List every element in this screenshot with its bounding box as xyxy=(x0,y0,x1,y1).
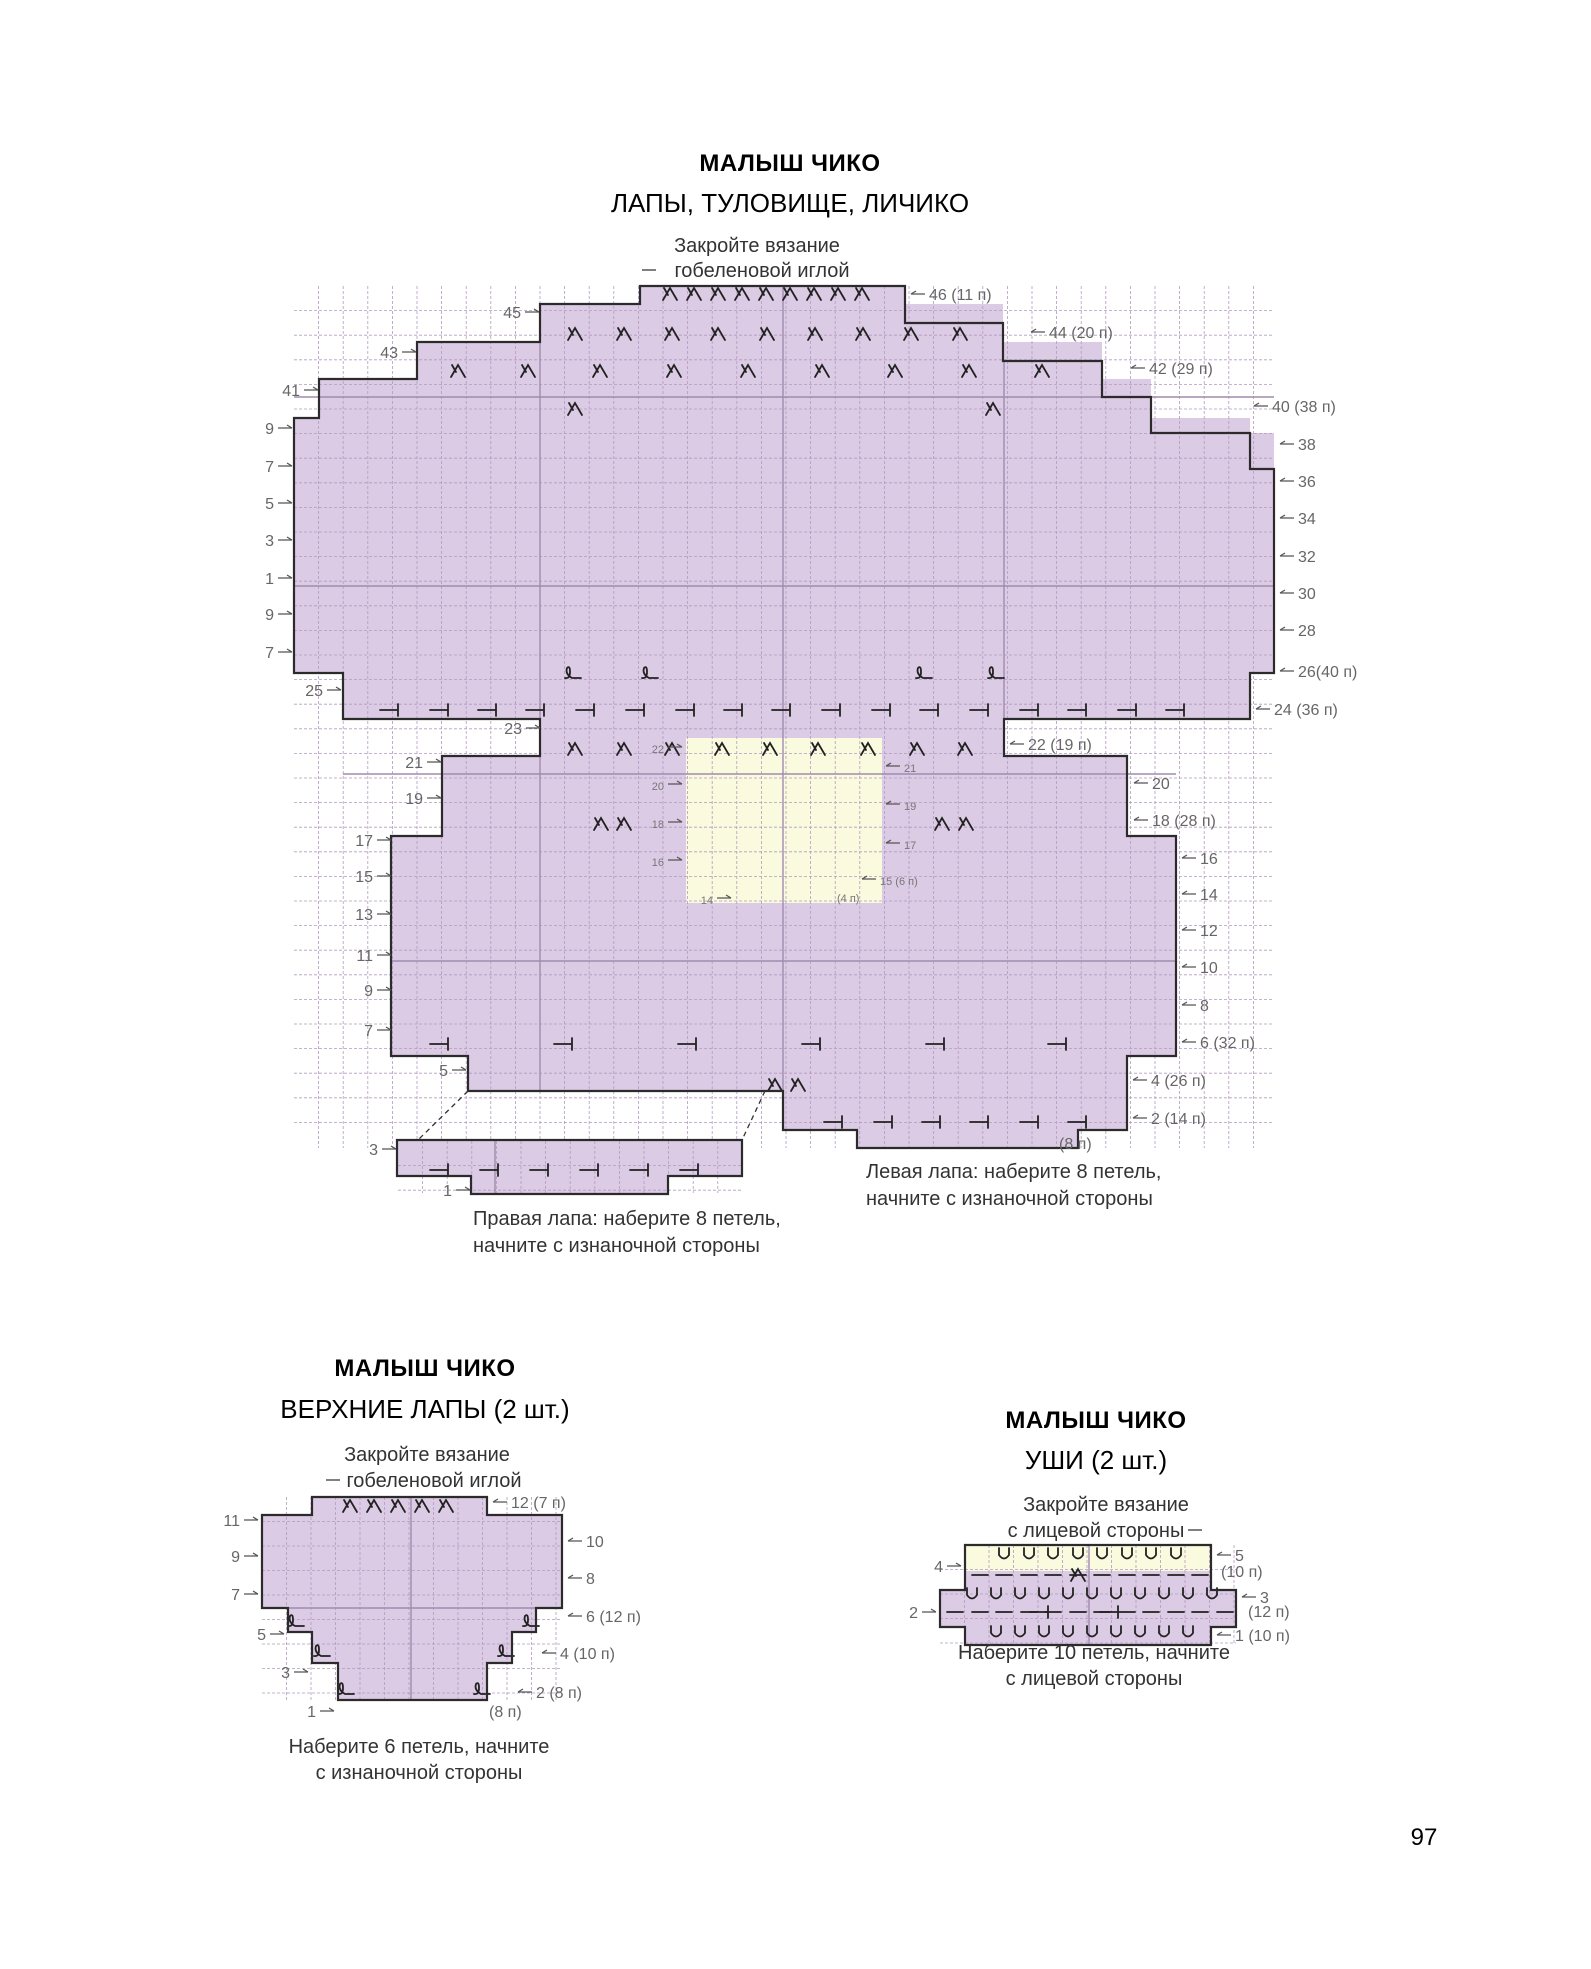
row-arrow xyxy=(1280,590,1294,593)
row-label: 3 xyxy=(1260,1590,1269,1607)
row-label: 9 xyxy=(364,983,373,1000)
arms-chart-subtitle: ВЕРХНИЕ ЛАПЫ (2 шт.) xyxy=(280,1394,570,1424)
row-arrow xyxy=(377,837,391,840)
row-label: 5 xyxy=(439,1063,448,1080)
row-arrow xyxy=(1280,515,1294,518)
row-label: 7 xyxy=(231,1587,240,1604)
row-label: 5 xyxy=(265,496,274,513)
ears-chart xyxy=(909,1407,1290,1690)
row-arrow xyxy=(294,1669,308,1672)
row-arrow xyxy=(402,349,416,352)
row-arrow xyxy=(1242,1594,1256,1597)
row-label: 16 xyxy=(1200,851,1218,868)
row-label: 25 xyxy=(305,683,323,700)
left-leg-note-line2: начните с изнаночной стороны xyxy=(866,1188,1153,1210)
row-arrow xyxy=(568,1613,582,1616)
arms-grid xyxy=(262,1497,562,1700)
row-arrow xyxy=(278,463,292,466)
row-label: 7 xyxy=(265,645,274,662)
left-leg-note-line1: Левая лапа: наберите 8 петель, xyxy=(866,1161,1162,1183)
row-label: 7 xyxy=(265,459,274,476)
row-arrow xyxy=(1182,1002,1196,1005)
ears-chart-title: МАЛЫШ ЧИКО xyxy=(1005,1407,1187,1434)
row-label: 20 xyxy=(651,781,664,793)
right-leg-note-line1: Правая лапа: наберите 8 петель, xyxy=(473,1208,781,1230)
row-label: 16 xyxy=(651,857,664,869)
row-arrow xyxy=(278,537,292,540)
row-label: 36 xyxy=(1298,474,1316,491)
row-arrow xyxy=(377,1027,391,1030)
row-arrow xyxy=(947,1563,961,1566)
row-arrow xyxy=(1254,403,1268,406)
row-arrow xyxy=(1010,741,1024,744)
row-arrow xyxy=(526,725,540,728)
arms-bottom-note-line1: Наберите 6 петель, начните xyxy=(288,1736,550,1758)
row-label: (10 п) xyxy=(1221,1564,1263,1581)
row-arrow xyxy=(911,291,925,294)
row-label: 24 (36 п) xyxy=(1274,702,1338,719)
row-label: 14 xyxy=(1200,887,1218,904)
row-arrow xyxy=(1280,668,1294,671)
row-arrow xyxy=(278,649,292,652)
arms-close-note-line2: гобеленовой иглой xyxy=(346,1470,522,1492)
grid-cell-block xyxy=(312,1497,487,1515)
row-label: 6 (12 п) xyxy=(586,1609,641,1626)
row-label: 5 xyxy=(257,1627,266,1644)
row-label: 9 xyxy=(265,607,274,624)
grid-cell-block xyxy=(294,433,1274,673)
row-label: 1 xyxy=(443,1183,452,1200)
row-label: 10 xyxy=(1200,960,1218,977)
row-arrow xyxy=(244,1517,258,1520)
row-label: 12 (7 п) xyxy=(511,1495,566,1512)
row-label: 32 xyxy=(1298,549,1316,566)
row-label: 8 xyxy=(586,1571,595,1588)
row-arrow xyxy=(427,759,441,762)
row-label: 43 xyxy=(380,345,398,362)
row-arrow xyxy=(1280,441,1294,444)
row-arrow xyxy=(568,1538,582,1541)
arms-close-note-line1: Закройте вязание xyxy=(344,1444,510,1466)
row-label: 17 xyxy=(904,840,917,852)
ears-bottom-note-line1: Наберите 10 петель, начните xyxy=(958,1642,1230,1664)
grid-cell-block xyxy=(262,1515,562,1608)
row-label: 22 xyxy=(651,744,664,756)
right-leg-note-line2: начните с изнаночной стороны xyxy=(473,1235,760,1257)
body-chart-title: МАЛЫШ ЧИКО xyxy=(699,150,881,177)
row-label: 18 xyxy=(651,819,664,831)
row-arrow xyxy=(244,1591,258,1594)
row-arrow xyxy=(278,425,292,428)
arms-chart xyxy=(223,1355,641,1784)
row-arrow xyxy=(427,795,441,798)
row-arrow xyxy=(1182,964,1196,967)
row-arrow xyxy=(382,1146,396,1149)
row-label: 22 (19 п) xyxy=(1028,737,1092,754)
row-label: 26(40 п) xyxy=(1298,664,1358,681)
ears-bottom-note-line2: с лицевой стороны xyxy=(1005,1668,1183,1690)
row-label: 3 xyxy=(265,533,274,550)
row-arrow xyxy=(1217,1552,1231,1555)
row-label: 8 xyxy=(1200,998,1209,1015)
row-arrow xyxy=(1217,1632,1231,1635)
row-label: (12 п) xyxy=(1248,1604,1290,1621)
row-label: 5 xyxy=(1235,1548,1244,1565)
row-arrow xyxy=(922,1609,936,1612)
grid-cell-block xyxy=(288,1608,536,1632)
grid-cell-block xyxy=(312,1632,512,1663)
body-close-note-line1: Закройте вязание xyxy=(674,235,840,257)
row-label: 40 (38 п) xyxy=(1272,399,1336,416)
row-arrow xyxy=(568,1575,582,1578)
row-arrow xyxy=(1256,706,1270,709)
row-arrow xyxy=(278,575,292,578)
row-label: 2 (8 п) xyxy=(536,1685,583,1702)
row-label: 19 xyxy=(405,791,423,808)
arms-bottom-note-line2: с изнаночной стороны xyxy=(315,1762,523,1784)
row-arrow xyxy=(377,952,391,955)
row-label: 41 xyxy=(282,383,300,400)
row-label: 7 xyxy=(364,1023,373,1040)
row-label: 28 xyxy=(1298,623,1316,640)
row-label: 1 xyxy=(307,1704,316,1721)
row-arrow xyxy=(304,387,318,390)
row-label: 10 xyxy=(586,1534,604,1551)
arms-chart-title: МАЛЫШ ЧИКО xyxy=(334,1355,516,1382)
row-arrow xyxy=(542,1650,556,1653)
row-arrow xyxy=(320,1708,334,1711)
ears-close-note-line2: с лицевой стороны xyxy=(1007,1520,1185,1542)
row-label: 4 (10 п) xyxy=(560,1646,615,1663)
row-arrow xyxy=(1182,927,1196,930)
row-label: 11 xyxy=(356,948,373,965)
row-arrow xyxy=(278,500,292,503)
row-arrow xyxy=(452,1067,466,1070)
row-label: 3 xyxy=(281,1665,290,1682)
row-label: 1 xyxy=(265,571,274,588)
row-arrow xyxy=(1131,365,1145,368)
row-label: 15 (6 п) xyxy=(880,876,918,888)
row-arrow xyxy=(1031,329,1045,332)
row-label: 9 xyxy=(265,421,274,438)
row-label: 6 (32 п) xyxy=(1200,1035,1255,1052)
row-arrow xyxy=(1182,855,1196,858)
row-arrow xyxy=(1280,627,1294,630)
row-label: 13 xyxy=(355,907,373,924)
row-label: 21 xyxy=(405,755,423,772)
row-label: 20 xyxy=(1152,776,1170,793)
row-label: 45 xyxy=(503,305,521,322)
row-label: 14 xyxy=(700,895,713,907)
grid-cell-block xyxy=(857,1130,1078,1148)
row-arrow xyxy=(493,1499,507,1502)
ears-close-note-line1: Закройте вязание xyxy=(1023,1494,1189,1516)
row-arrow xyxy=(518,1689,532,1692)
row-arrow xyxy=(1280,553,1294,556)
grid-cell-block xyxy=(965,1571,1211,1590)
row-label: 1 (10 п) xyxy=(1235,1628,1290,1645)
ears-chart-subtitle: УШИ (2 шт.) xyxy=(1024,1445,1168,1475)
row-label: 44 (20 п) xyxy=(1049,325,1113,342)
grid-cell-block xyxy=(735,883,833,903)
row-arrow xyxy=(270,1631,284,1634)
row-label: 4 xyxy=(934,1559,943,1576)
row-label: 2 (14 п) xyxy=(1151,1111,1206,1128)
row-label: 3 xyxy=(369,1142,378,1159)
row-arrow xyxy=(278,611,292,614)
grid-cell-block xyxy=(686,738,882,903)
row-label: 2 xyxy=(909,1605,918,1622)
row-label: 4 (26 п) xyxy=(1151,1073,1206,1090)
row-label: (8 п) xyxy=(1059,1136,1092,1153)
row-arrow xyxy=(456,1187,470,1190)
leg-join-dashed-line xyxy=(418,1091,468,1140)
row-label: (4 п) xyxy=(837,893,860,905)
row-arrow xyxy=(1133,1077,1147,1080)
row-label: 11 xyxy=(223,1513,240,1530)
row-label: (8 п) xyxy=(489,1704,522,1721)
body-close-note-line2: гобеленовой иглой xyxy=(674,260,850,282)
row-label: 30 xyxy=(1298,586,1316,603)
row-label: 46 (11 п) xyxy=(929,287,992,304)
row-label: 17 xyxy=(355,833,373,850)
row-arrow xyxy=(1133,1115,1147,1118)
row-label: 15 xyxy=(355,869,373,886)
row-arrow xyxy=(327,687,341,690)
row-label: 42 (29 п) xyxy=(1149,361,1213,378)
row-arrow xyxy=(377,987,391,990)
page-number: 97 xyxy=(1410,1824,1438,1851)
row-label: 18 (28 п) xyxy=(1152,813,1216,830)
grid-cell-block xyxy=(783,1091,1127,1130)
row-arrow xyxy=(1134,780,1148,783)
row-arrow xyxy=(244,1553,258,1556)
row-arrow xyxy=(377,873,391,876)
body-chart xyxy=(265,150,1357,1257)
row-arrow xyxy=(1134,817,1148,820)
row-arrow xyxy=(1280,478,1294,481)
row-label: 23 xyxy=(504,721,522,738)
row-label: 21 xyxy=(904,763,917,775)
row-label: 34 xyxy=(1298,511,1316,528)
row-label: 19 xyxy=(904,801,917,813)
row-arrow xyxy=(377,911,391,914)
row-label: 38 xyxy=(1298,437,1316,454)
row-arrow xyxy=(1182,891,1196,894)
row-label: 9 xyxy=(231,1549,240,1566)
row-label: 12 xyxy=(1200,923,1218,940)
body-chart-subtitle: ЛАПЫ, ТУЛОВИЩЕ, ЛИЧИКО xyxy=(610,188,970,218)
row-arrow xyxy=(1182,1039,1196,1042)
